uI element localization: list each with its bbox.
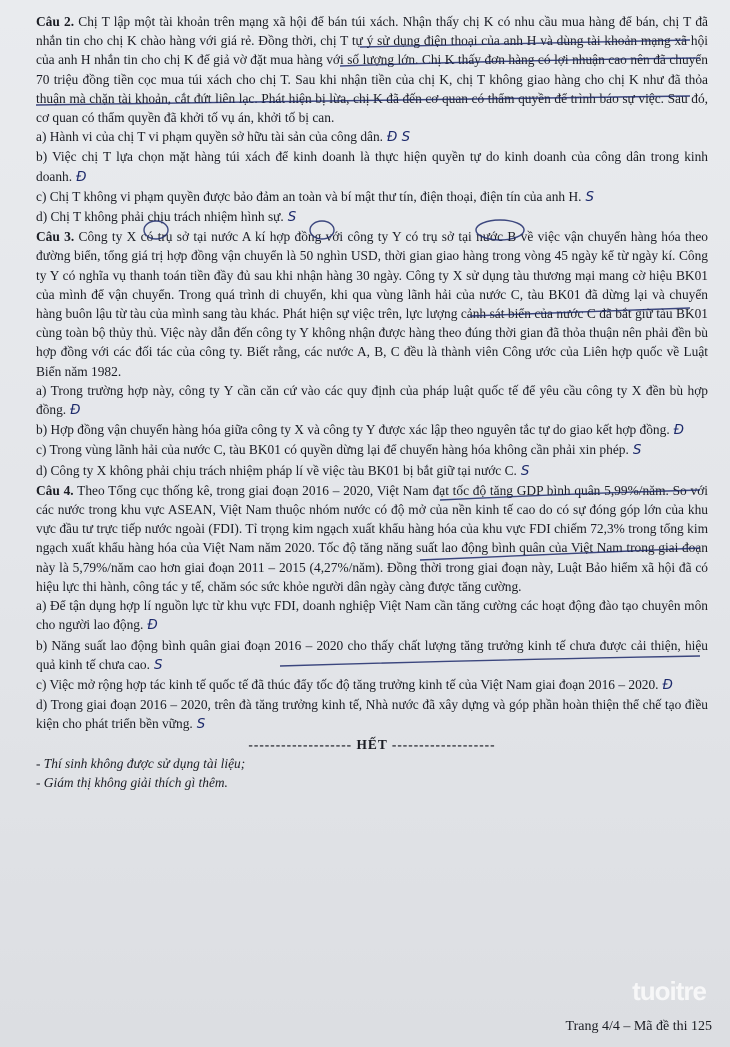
- handwritten-mark: S: [287, 210, 297, 226]
- question-4: [36, 481, 708, 596]
- q3-option-d: d) Công ty X không phải chịu trách nhiệm pháp lí về việc tàu BK01 bị bắt giữ tại nước C. S: [36, 462, 530, 479]
- q4-option-c: c) Việc mở rộng hợp tác kinh tế quốc tế đã thúc đẩy tốc độ tăng trưởng kinh tế của Việt Nam giai đoạn 2016 – 2020. Đ: [36, 676, 673, 693]
- handwritten-mark: Đ: [673, 423, 685, 439]
- note-no-explanation: - Giám thị không giải thích gì thêm.: [36, 774, 228, 790]
- end-marker: ------------------- HẾT -------------------: [248, 736, 496, 752]
- q2-option-c: c) Chị T không vi phạm quyền được bảo đảm an toàn và bí mật thư tín, điện thoại, điện tín của anh H. S: [36, 188, 594, 205]
- question-4-label: Câu 4.: [36, 482, 74, 498]
- handwritten-mark: S: [153, 657, 163, 673]
- question-3-body: Công ty X có trụ sở tại nước A kí hợp đồng với công ty Y có trụ sở tại nước B về việc vận chuyển hàng hóa theo đường biển, tổng giá trị hợp đồng vận chuyển là 50 nghìn USD, thời gian giao hàng trong vòng 45 ngày kể từ ngày kí. Công ty Y có nghĩa vụ thanh toán tiền đầy đủ sau khi nhận hàng 30 ngày. Công ty X sử dụng tàu thương mại mang cờ hiệu BK01 của mình để vận chuyển. Trong quá trình di chuyển, khi qua vùng lãnh hải của nước C, tàu BK01 đã dừng lại và chuyển hàng buôn lậu từ tàu của mình sang tàu khác. Phát hiện sự việc trên, lực lượng cảnh sát biển của nước C đã bắt giữ tàu BK01 cùng toàn bộ thủy thủ. Việc này dẫn đến công ty Y không nhận được hàng theo đúng thời gian đã thỏa thuận nên phải đền bù hợp đồng với các đối tác của công ty. Biết rằng, các nước A, B, C đều là thành viên Công ước của Liên hợp quốc về Luật Biển năm 1982.: [36, 229, 708, 379]
- publisher-watermark: tuoitre: [632, 976, 706, 1006]
- handwritten-mark: S: [632, 443, 642, 459]
- question-2-label: Câu 2.: [36, 14, 75, 29]
- q2-option-b: b) Việc chị T lựa chọn mặt hàng túi xách để kinh doanh là thực hiện quyền tự do kinh doanh của công dân trong kinh doanh. Đ: [36, 149, 708, 185]
- handwritten-mark: Đ: [70, 403, 81, 419]
- handwritten-mark: Đ: [662, 677, 673, 693]
- q4-option-b: b) Năng suất lao động bình quân giai đoạn 2016 – 2020 cho thấy chất lượng tăng trưởng kinh tế chưa được cải thiện, hiệu quả kinh tế chưa cao. S: [36, 637, 708, 673]
- handwritten-mark: Đ: [147, 618, 158, 634]
- question-4-body: Theo Tổng cục thống kê, trong giai đoạn 2016 – 2020, Việt Nam đạt tốc độ tăng GDP bình quân 5,99%/năm. So với các nước trong khu vực ASEAN, Việt Nam thuộc nhóm nước có độ mở của nền kinh tế cao do có sự đóng góp lớn của khu vực đầu tư trực tiếp nước ngoài (FDI). Tỉ trọng kim ngạch xuất khẩu hàng hóa của khu vực FDI chiếm 72,3% trong tổng kim ngạch xuất khẩu hàng hóa của Việt Nam năm 2020. Tốc độ tăng năng suất lao động bình quân của Việt Nam trong giai đoạn này là 5,79%/năm cao hơn giai đoạn 2011 – 2015 (4,27%/năm). Đồng thời trong giai đoạn này, Luật Bảo hiểm xã hội đã có hiệu lực thi hành, công tác y tế, chăm sóc sức khỏe người dân ngày càng được tăng cường.: [36, 482, 708, 594]
- q2-option-d: d) Chị T không phải chịu trách nhiệm hình sự. S: [36, 209, 297, 226]
- question-2: [36, 12, 708, 127]
- handwritten-mark: Đ S: [387, 130, 411, 146]
- q2-option-a: a) Hành vi của chị T vi phạm quyền sở hữu tài sản của công dân. Đ S: [36, 129, 411, 146]
- exam-content: [36, 12, 708, 792]
- question-2-body: Chị T lập một tài khoản trên mạng xã hội để bán túi xách. Nhận thấy chị K có nhu cầu mua hàng để bán, chị T đã nhắn tin cho chị K chào hàng với giá rẻ. Đồng thời, chị T tự ý sử dụng điện thoại của anh H và dùng tài khoản mạng xã hội của anh H nhắn tin cho chị K để giả vờ đặt mua hàng với số lượng lớn. Chị K thấy đơn hàng có lợi nhuận cao nên đã chuyển 70 triệu đồng tiền cọc mua túi xách cho chị T. Sau khi nhận tiền của chị K, chị T không giao hàng cho chị K như đã thỏa thuận mà chặn tài khoản, cắt đứt liên lạc. Phát hiện bị lừa, chị K đã đến cơ quan có thẩm quyền để trình báo sự việc. Sau đó, cơ quan có thẩm quyền đã khởi tố vụ án, khởi tố bị can.: [36, 14, 708, 126]
- question-3-label: Câu 3.: [36, 229, 75, 245]
- note-no-documents: - Thí sinh không được sử dụng tài liệu;: [36, 755, 246, 771]
- question-3: [36, 227, 708, 381]
- q4-option-d: d) Trong giai đoạn 2016 – 2020, trên đà tăng trưởng kinh tế, Nhà nước đã xây dựng và góp phần hoàn thiện thể chế tạo điều kiện cho phát triển bền vững. S: [36, 697, 708, 733]
- handwritten-mark: S: [196, 717, 206, 733]
- q3-option-c: c) Trong vùng lãnh hải của nước C, tàu BK01 có quyền dừng lại để chuyển hàng hóa không cần phải xin phép. S: [36, 442, 642, 459]
- q3-option-b: b) Hợp đồng vận chuyển hàng hóa giữa công ty X và công ty Y được xác lập theo nguyên tắc tự do giao kết hợp đồng. Đ: [36, 422, 685, 439]
- handwritten-mark: Đ: [76, 169, 87, 185]
- q3-option-a: a) Trong trường hợp này, công ty Y cần căn cứ vào các quy định của pháp luật quốc tế để yêu cầu công ty X đền bù hợp đồng. Đ: [36, 382, 708, 419]
- handwritten-mark: S: [585, 189, 594, 205]
- handwritten-mark: S: [520, 463, 530, 479]
- page-footer: Trang 4/4 – Mã đề thi 125: [565, 1019, 712, 1034]
- q4-option-a: a) Để tận dụng hợp lí nguồn lực từ khu vực FDI, doanh nghiệp Việt Nam cần tăng cường các hoạt động đào tạo chuyên môn cho người lao động. Đ: [36, 598, 708, 634]
